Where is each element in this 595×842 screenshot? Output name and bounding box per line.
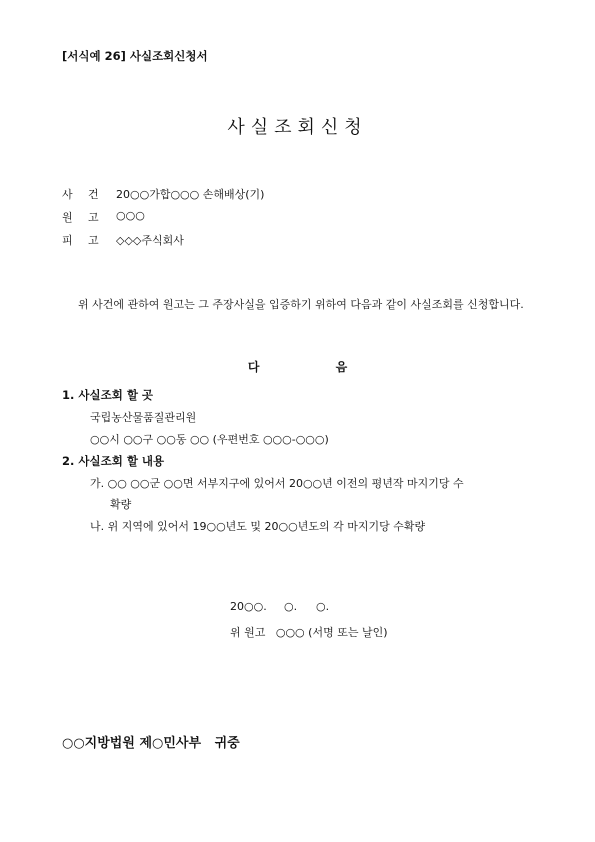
date-month: ○. — [284, 600, 298, 613]
body-paragraph: 위 사건에 관하여 원고는 그 주장사실을 입증하기 위하여 다음과 같이 사실조회를 신청합니다. — [78, 298, 524, 311]
section-2-heading: 2. 사실조회 할 내용 — [62, 454, 165, 468]
date-day: ○. — [316, 600, 330, 613]
signature-line: 위 원고 ○○○ (서명 또는 날인) — [230, 626, 388, 639]
party-plaintiff-value: ○○○ — [116, 209, 145, 222]
party-plaintiff-label: 원 고 — [62, 211, 99, 224]
party-case-label: 사 건 — [62, 188, 99, 201]
section-1-line-2: ○○시 ○○구 ○○동 ○○ (우편번호 ○○○-○○○) — [90, 433, 329, 446]
section-2-item-1-continuation: 확량 — [110, 498, 132, 511]
section-1-heading: 1. 사실조회 할 곳 — [62, 388, 154, 402]
court-addressee: ○○지방법원 제○민사부 귀중 — [62, 736, 240, 751]
party-defendant-label: 피 고 — [62, 234, 99, 247]
party-defendant-value: ◇◇◇주식회사 — [116, 234, 184, 247]
section-2-item-1: 가. ○○ ○○군 ○○면 서부지구에 있어서 20○○년 이전의 평년작 마지기당 수 — [90, 477, 464, 490]
party-case-value: 20○○가합○○○ 손해배상(기) — [116, 188, 265, 201]
section-1-line-1: 국립농산물품질관리원 — [90, 411, 197, 424]
section-heading: 다 음 — [247, 360, 384, 374]
date-year: 20○○. — [230, 600, 267, 613]
date-line — [230, 600, 329, 613]
form-label: [서식예 26] 사실조회신청서 — [62, 49, 208, 63]
document-title: 사실조회신청 — [227, 117, 368, 138]
section-2-item-2: 나. 위 지역에 있어서 19○○년도 및 20○○년도의 각 마지기당 수확량 — [90, 520, 426, 533]
